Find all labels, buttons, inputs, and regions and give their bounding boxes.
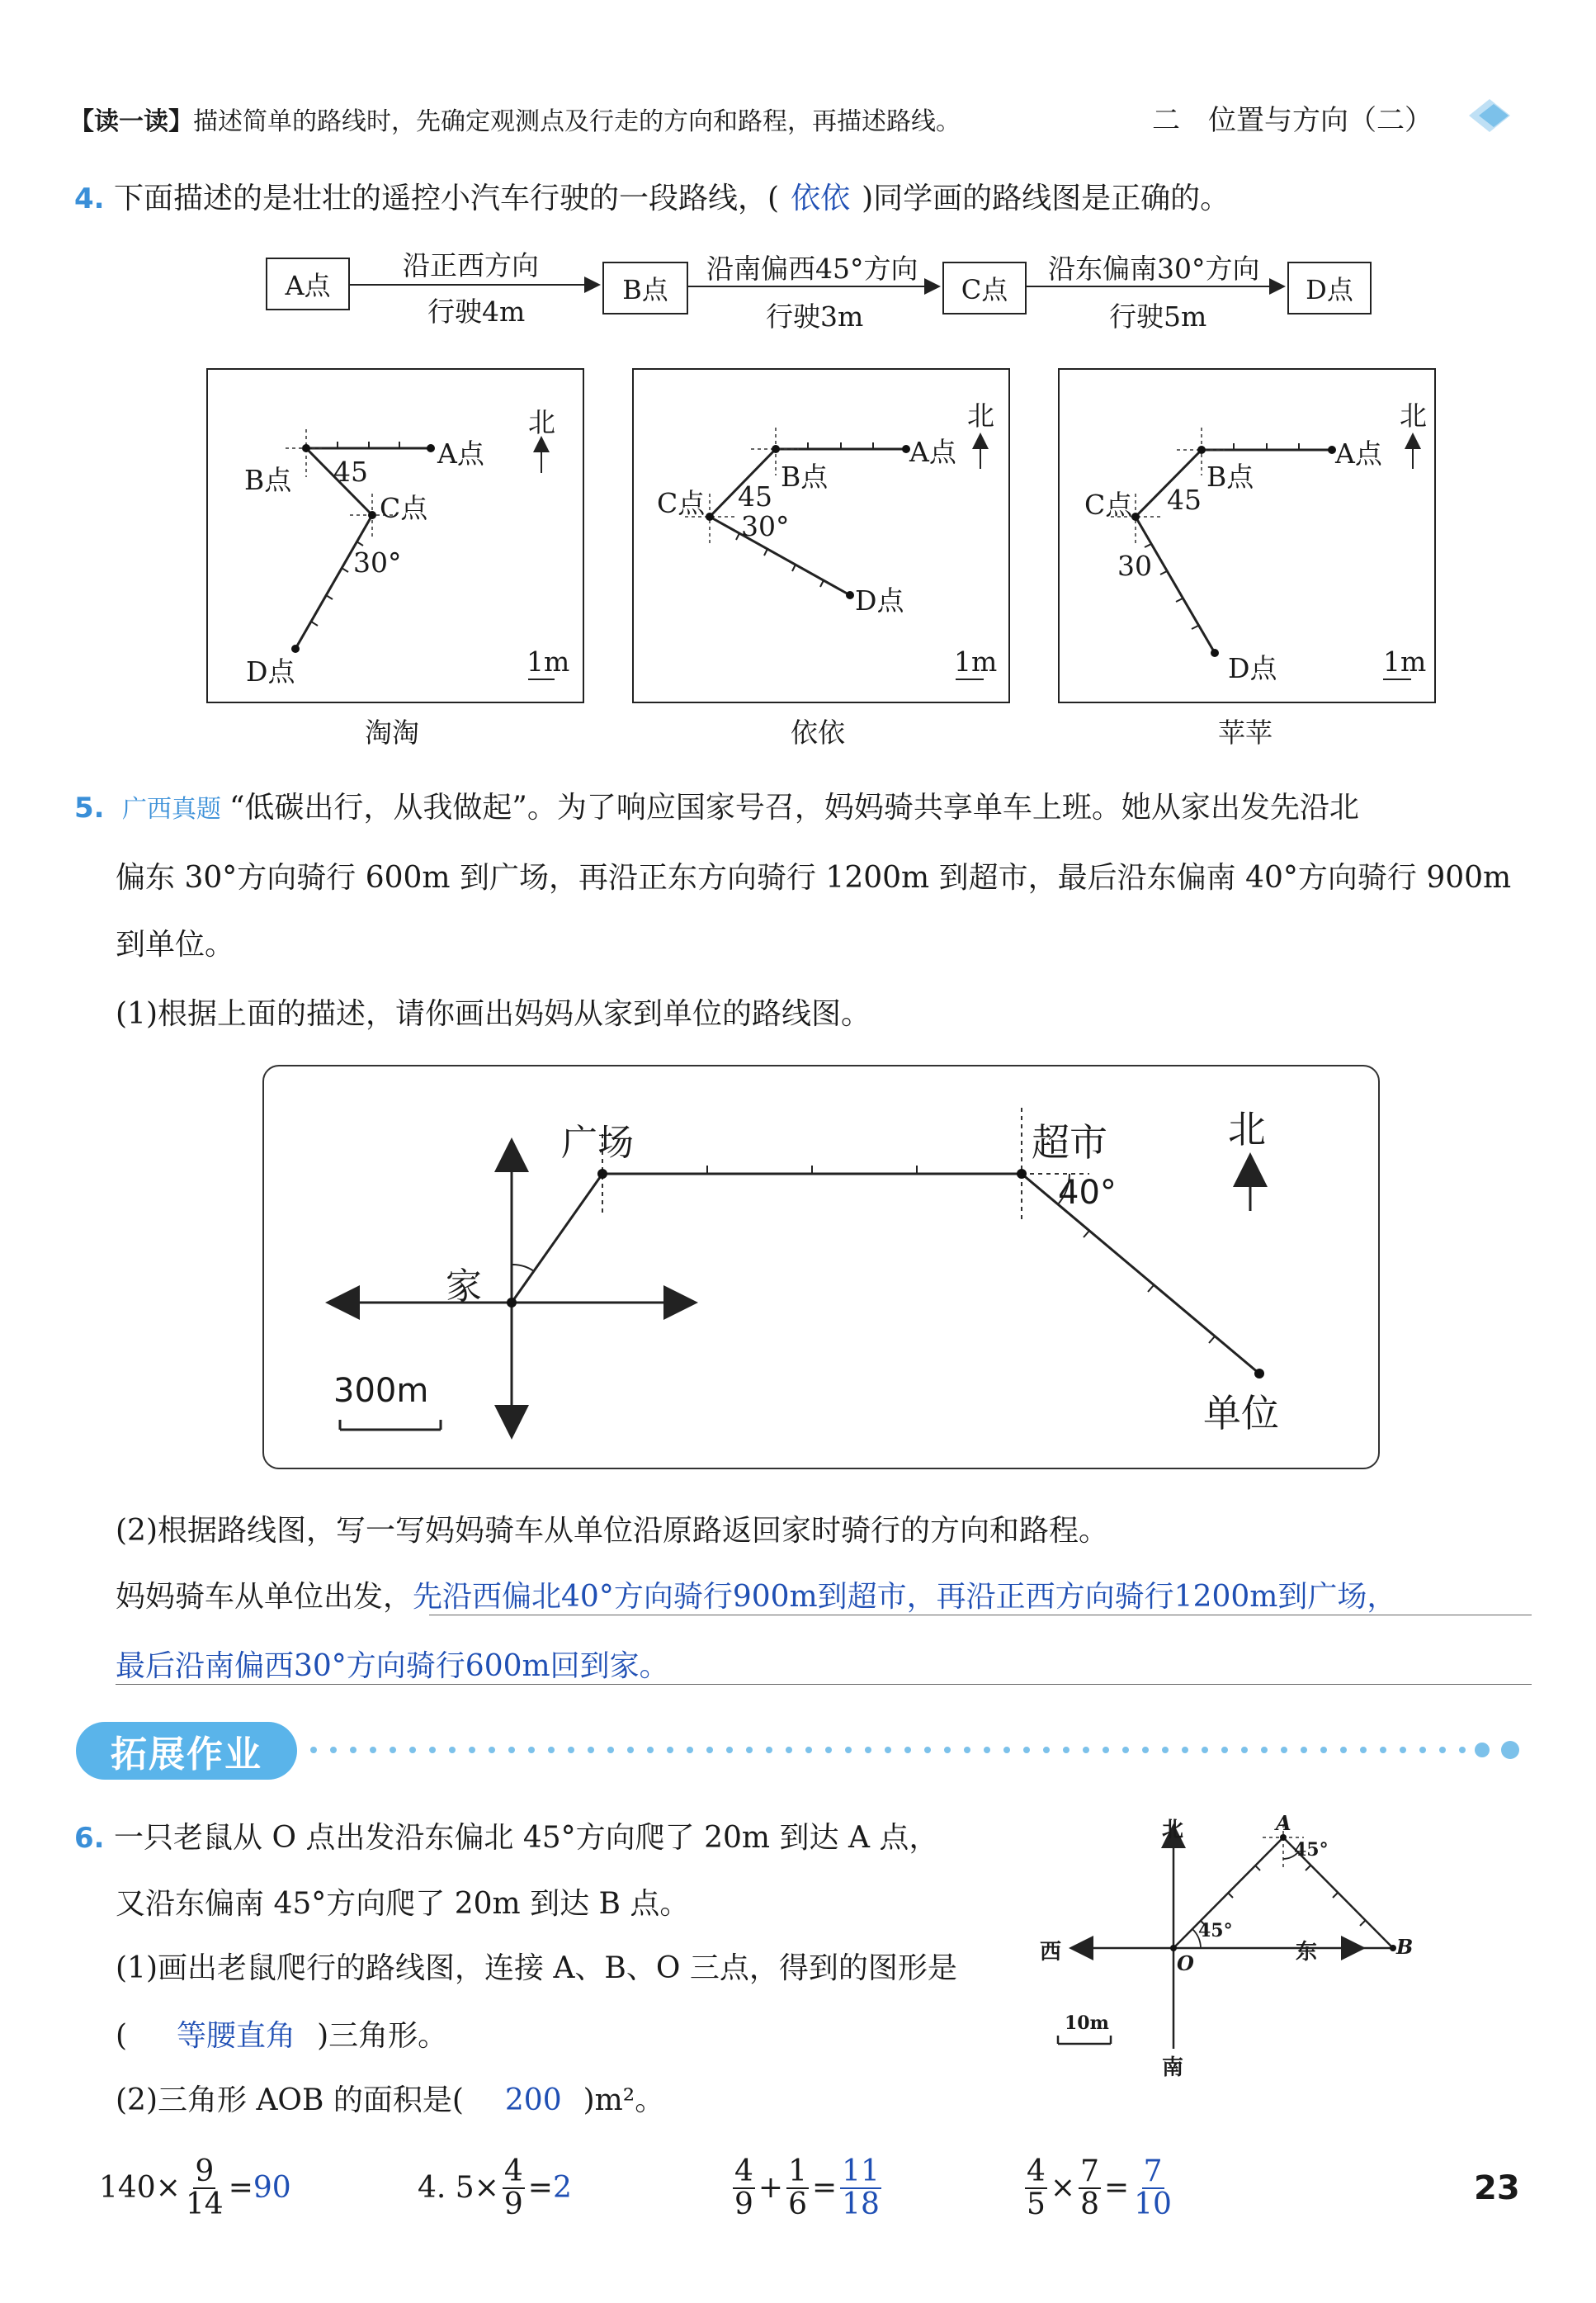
- name-taotao: 淘淘: [365, 716, 419, 749]
- label-d: D点: [1228, 652, 1277, 684]
- map-scale: 300m: [333, 1372, 429, 1410]
- answer-underline-2: [116, 1684, 1532, 1685]
- q5-tag: 广西真题: [122, 795, 222, 824]
- map-home: 家: [446, 1265, 482, 1308]
- label-b: B点: [1206, 461, 1254, 493]
- q5-line2: 偏东 30°方向骑行 600m 到广场，再沿正东方向骑行 1200m 到超市，最后沿东偏南 40°方向骑行 900m: [116, 861, 1512, 895]
- flow-box-b: B点: [602, 262, 688, 314]
- point-b: B: [1396, 1935, 1414, 1959]
- scale-label: 1m: [954, 646, 998, 678]
- q6-text1: 一只老鼠从 O 点出发沿东偏北 45°方向爬了 20m 到达 A 点，: [114, 1821, 939, 1855]
- q6-sub2-answer: 200: [504, 2083, 562, 2117]
- flow-seg3-top: 沿东偏南30°方向: [1048, 253, 1260, 285]
- page-number: 23: [1474, 2169, 1520, 2207]
- q6-line1: [74, 1814, 938, 1856]
- q4-number: 4.: [74, 182, 105, 215]
- angle-30: 30: [1117, 550, 1152, 582]
- label-a: A点: [437, 437, 484, 470]
- tip-text: 描述简单的路线时，先确定观测点及行走的方向和路程，再描述路线。: [193, 107, 961, 136]
- section-title: 拓展作业: [111, 1733, 262, 1776]
- q6-number: 6.: [74, 1822, 105, 1855]
- q5-route-map: [262, 1065, 1380, 1469]
- name-pingping: 苹苹: [1218, 716, 1273, 749]
- north-label: 北: [967, 400, 994, 432]
- q5-number: 5.: [74, 792, 105, 825]
- flow-box-d: D点: [1287, 262, 1372, 314]
- diagram-pingping: [1058, 368, 1436, 703]
- q5-line3: 到单位。: [116, 928, 235, 962]
- flow-box-c: C点: [942, 262, 1027, 314]
- map-plaza: 广场: [561, 1122, 634, 1164]
- name-yiyi: 依依: [791, 716, 845, 749]
- map-north: 北: [1228, 1107, 1266, 1152]
- math-expr-3: $\frac{4}{9}$ + $\frac{1}{6}$ = $\frac{11}{18}$: [734, 2154, 880, 2221]
- scale-label: 1m: [526, 646, 570, 678]
- q4-answer: 依依: [791, 182, 851, 215]
- q5-answer-prefix: 妈妈骑车从单位出发，: [116, 1580, 413, 1614]
- q5-sub1: (1)根据上面的描述，请你画出妈妈从家到单位的路线图。: [116, 997, 871, 1031]
- scale-10m: 10m: [1065, 2012, 1109, 2034]
- chapter-title: 二 位置与方向（二）: [1152, 104, 1433, 137]
- north-label: 北: [528, 406, 555, 438]
- q5-sub2: (2)根据路线图，写一写妈妈骑车从单位沿原路返回家时骑行的方向和路程。: [116, 1514, 1108, 1548]
- diagram-taotao: [206, 368, 584, 703]
- flow-arrows: [0, 0, 1596, 347]
- flow-seg2-bottom: 行驶3m: [766, 300, 864, 333]
- dir-west: 西: [1040, 1940, 1062, 1965]
- dir-south: 南: [1162, 2055, 1184, 2080]
- q6-sub1-answer-line: ( 等腰直角 )三角形。: [116, 2019, 448, 2053]
- label-a: A点: [909, 436, 956, 468]
- q5-answer-text1: 先沿西偏北40°方向骑行900m到超市，再沿正西方向骑行1200m到广场，: [413, 1580, 1397, 1614]
- angle-at-a: 45°: [1294, 1839, 1329, 1861]
- diagram-yiyi: [632, 368, 1010, 703]
- tip-label: 【读一读】: [69, 107, 193, 136]
- label-c: C点: [657, 487, 706, 519]
- section-banner: [76, 1722, 297, 1780]
- map-unit: 单位: [1203, 1391, 1279, 1435]
- q5-text1: “低碳出行，从我做起”。为了响应国家号召，妈妈骑共享单车上班。她从家出发先沿北: [229, 791, 1359, 825]
- label-a: A点: [1335, 437, 1382, 470]
- point-a: A: [1276, 1811, 1291, 1835]
- q6-sub1: (1)画出老鼠爬行的路线图，连接 A、B、O 三点，得到的图形是: [116, 1951, 957, 1985]
- q4-text-after: )同学画的路线图是正确的。: [862, 182, 1230, 215]
- angle-45: 45: [1167, 484, 1202, 516]
- angle-at-o: 45°: [1198, 1920, 1233, 1941]
- math-expr-4: $\frac{4}{5}$ × $\frac{7}{8}$ = $\frac{7}{10}$: [1027, 2154, 1172, 2221]
- label-c: C点: [380, 492, 428, 524]
- flow-seg1-top: 沿正西方向: [403, 249, 539, 281]
- flow-box-a: A点: [266, 258, 350, 310]
- q4-text-before: 下面描述的是壮壮的遥控小汽车行驶的一段路线，(: [114, 182, 780, 215]
- scale-label: 1m: [1383, 646, 1427, 678]
- flow-seg1-bottom: 行驶4m: [427, 296, 526, 328]
- q5-answer-line1: [116, 1573, 1396, 1615]
- dir-north: 北: [1162, 1818, 1184, 1842]
- dir-east: 东: [1296, 1940, 1318, 1965]
- angle-30: 30°: [741, 510, 790, 542]
- label-d: D点: [246, 655, 295, 688]
- math-expr-2: 4. 5× $\frac{4}{9}$ = 2: [418, 2154, 572, 2221]
- q5-line1: [74, 784, 1359, 826]
- point-o: O: [1177, 1951, 1194, 1975]
- flow-seg2-top: 沿南偏西45°方向: [706, 253, 918, 285]
- q6-line2: 又沿东偏南 45°方向爬了 20m 到达 B 点。: [116, 1887, 690, 1921]
- angle-30: 30°: [353, 546, 402, 579]
- q6-sub1-answer: 等腰直角: [177, 2019, 296, 2053]
- label-c: C点: [1084, 489, 1133, 521]
- map-angle40: 40°: [1058, 1174, 1117, 1212]
- q5-answer-line2: 最后沿南偏西30°方向骑行600m回到家。: [116, 1649, 669, 1683]
- label-b: B点: [781, 461, 829, 493]
- map-supermarket: 超市: [1032, 1120, 1107, 1165]
- section-dots: [305, 1733, 1527, 1766]
- angle-45: 45: [333, 456, 368, 488]
- angle-45: 45: [738, 480, 772, 513]
- math-expr-1: 140× $\frac{9}{14}$ = 90: [99, 2154, 291, 2221]
- q6-diagram: [1015, 1799, 1527, 2113]
- label-d: D点: [855, 584, 904, 617]
- label-b: B点: [244, 464, 292, 496]
- q6-sub2: (2)三角形 AOB 的面积是( 200 )m²。: [116, 2083, 665, 2117]
- north-label: 北: [1400, 400, 1427, 432]
- flow-seg3-bottom: 行驶5m: [1109, 300, 1207, 333]
